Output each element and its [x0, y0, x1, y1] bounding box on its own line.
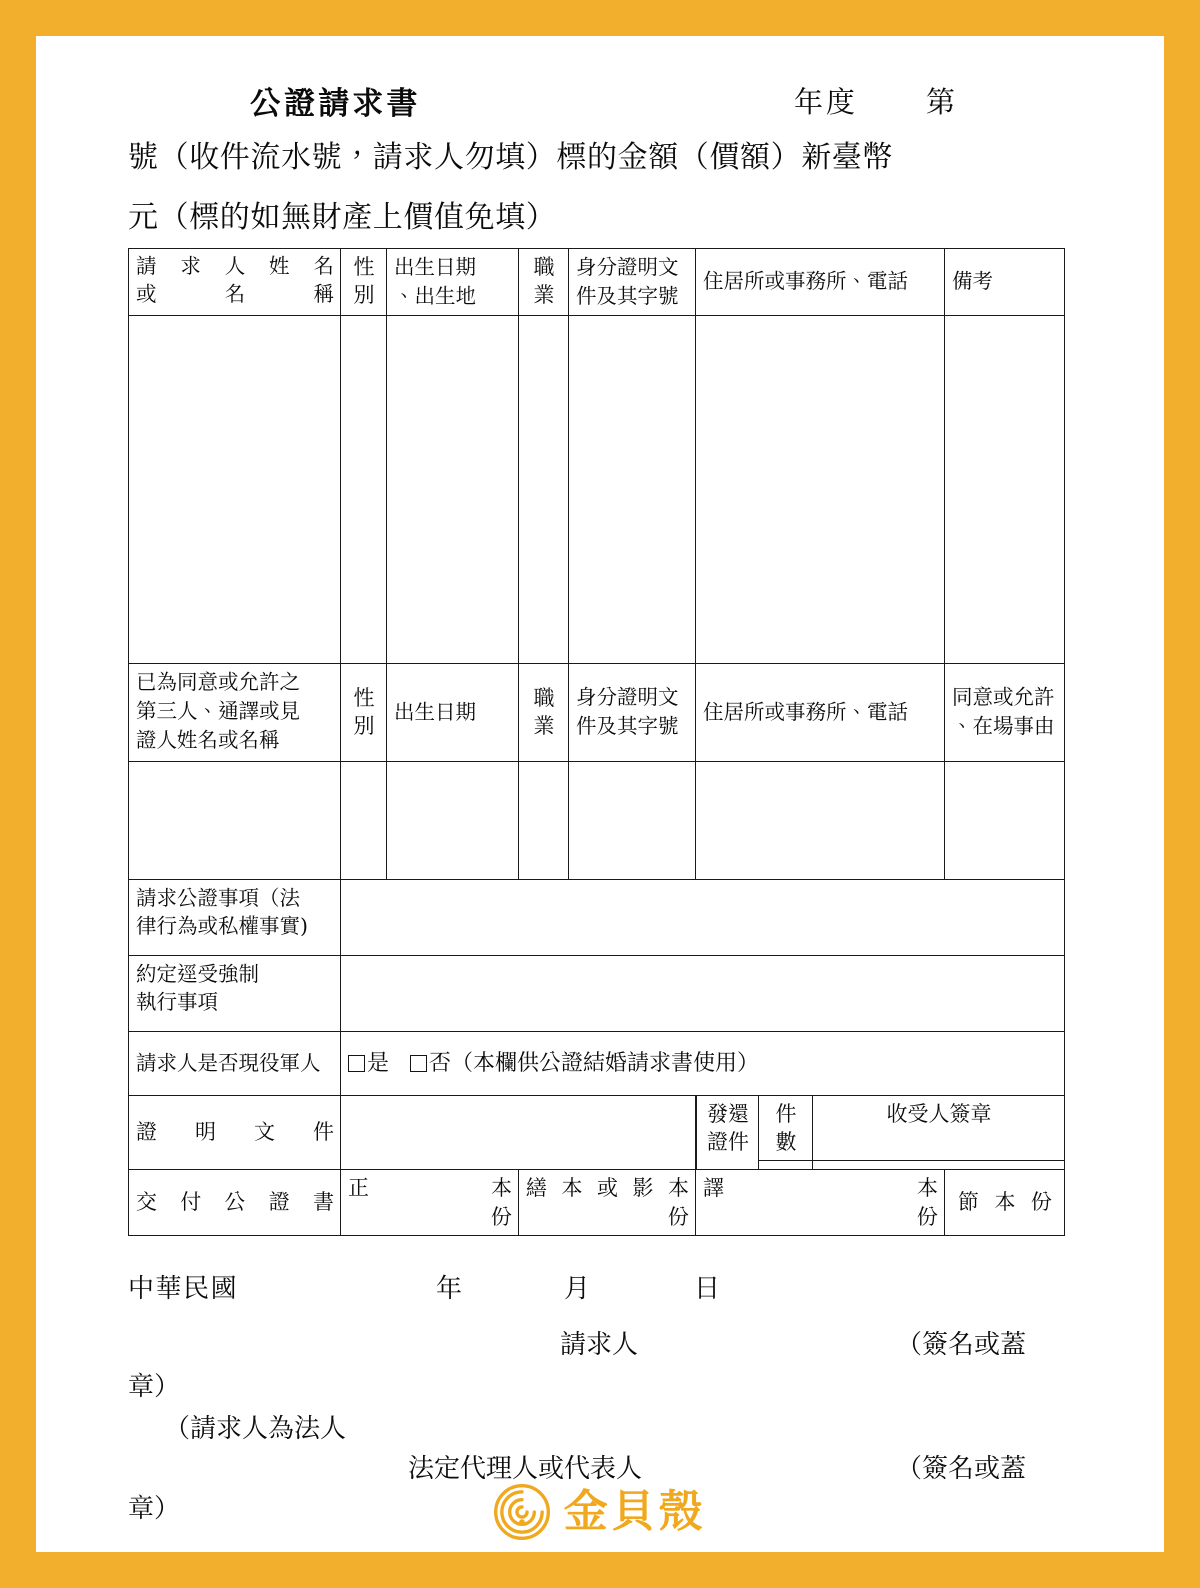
label-notarization-matter: 請求公證事項（法 律行為或私權事實): [129, 879, 341, 955]
field-third-party-occupation[interactable]: [519, 761, 569, 879]
field-receiver-signature[interactable]: [813, 1161, 1065, 1170]
brand-logo: [36, 1484, 1164, 1540]
label-return-documents: 發還 證件: [697, 1096, 759, 1169]
label-military-status: 請求人是否現役軍人: [129, 1031, 341, 1095]
date-month-label: 月: [564, 1274, 591, 1304]
label-military-yes: 是: [367, 1051, 390, 1077]
field-third-party-birth[interactable]: [387, 761, 519, 879]
field-requester-birth[interactable]: [387, 315, 519, 663]
th-third-party-gender: 性 別: [341, 663, 387, 761]
requester-header-row: [129, 249, 1065, 316]
th-third-party-address-phone: 住居所或事務所、電話: [696, 663, 945, 761]
requester-entry-row: [129, 315, 1065, 663]
field-transcript-copies[interactable]: 繕本或影本 份: [519, 1170, 696, 1236]
field-requester-occupation[interactable]: [519, 315, 569, 663]
th-third-party-name: 已為同意或允許之 第三人、通譯或見 證人姓名或名稱: [129, 663, 341, 761]
field-document-count[interactable]: [759, 1161, 813, 1170]
th-third-party-birth: 出生日期: [387, 663, 519, 761]
th-occupation: 職 業: [519, 249, 569, 316]
field-original-copies[interactable]: 正本 份: [341, 1170, 519, 1236]
enforcement-clause-row: [129, 955, 1065, 1031]
field-third-party-address[interactable]: [696, 761, 945, 879]
proof-documents-row: [129, 1095, 1065, 1169]
th-birth: 出生日期 、出生地: [387, 249, 519, 316]
corporate-requester-note: （請求人為法人: [164, 1414, 347, 1444]
page-frame-bottom: [0, 1552, 1200, 1588]
th-consent-reason: 同意或允許 、在場事由: [945, 663, 1065, 761]
date-prefix: 中華民國: [128, 1274, 239, 1304]
extract-label-unit: 節本份: [958, 1190, 1052, 1215]
amount-exemption-line: 元（標的如無財產上價值免填）: [128, 200, 557, 235]
form-title: 公證請求書: [250, 86, 421, 122]
label-military-no: 否: [429, 1051, 452, 1077]
representative-label: 法定代理人或代表人: [408, 1454, 643, 1484]
field-proof-documents[interactable]: [341, 1095, 696, 1169]
shell-spiral-icon: [494, 1484, 550, 1540]
signature-note-2b: 章）: [128, 1494, 181, 1524]
label-enforcement-clause: 約定逕受強制 執行事項: [129, 955, 341, 1031]
military-status-row: [129, 1031, 1065, 1095]
case-number-label: 第: [926, 85, 956, 119]
page-frame-left: [0, 0, 36, 1588]
label-receiver-signature: 收受人簽章: [813, 1096, 1065, 1161]
th-gender: 性 別: [341, 249, 387, 316]
brand-name: 金貝殼: [563, 1486, 707, 1537]
th-remarks: 備考: [945, 249, 1065, 316]
field-requester-id-doc[interactable]: [569, 315, 696, 663]
form-sheet: [36, 36, 1164, 1552]
checkbox-military-no[interactable]: [410, 1055, 427, 1072]
field-notarization-matter[interactable]: [341, 879, 1065, 955]
field-requester-name[interactable]: [129, 315, 341, 663]
th-requester-name: 請求人姓名 或名稱: [129, 249, 341, 316]
military-note: （本欄供公證結婚請求書使用）: [451, 1051, 760, 1077]
delivery-row: [129, 1170, 1065, 1236]
field-enforcement-clause[interactable]: [341, 955, 1065, 1031]
checkbox-military-yes[interactable]: [348, 1055, 365, 1072]
th-third-party-occupation: 職 業: [519, 663, 569, 761]
label-delivery: 交付公證書: [129, 1170, 341, 1236]
page-frame-top: [0, 0, 1200, 36]
signature-note-1b: 章）: [128, 1372, 181, 1402]
field-requester-remarks[interactable]: [945, 315, 1065, 663]
label-proof-documents: 證明文件: [129, 1095, 341, 1169]
th-third-party-id-document: 身分證明文 件及其字號: [569, 663, 696, 761]
requester-signature-label: 請求人: [560, 1330, 639, 1360]
date-year-label: 年: [436, 1274, 463, 1304]
field-extract-copies[interactable]: [945, 1170, 1065, 1236]
field-requester-gender[interactable]: [341, 315, 387, 663]
signature-note-2a: （簽名或蓋: [896, 1454, 1027, 1484]
military-status-options: [341, 1031, 1065, 1095]
third-party-entry-row: [129, 761, 1065, 879]
year-label: 年度: [794, 85, 858, 119]
field-third-party-name[interactable]: [129, 761, 341, 879]
signature-note-1a: （簽名或蓋: [896, 1330, 1027, 1360]
field-third-party-id-doc[interactable]: [569, 761, 696, 879]
th-address-phone: 住居所或事務所、電話: [696, 249, 945, 316]
field-requester-address[interactable]: [696, 315, 945, 663]
field-translation-copies[interactable]: 譯本 份: [696, 1170, 945, 1236]
return-documents-grid: [696, 1096, 1064, 1169]
return-documents-group: [696, 1095, 1065, 1169]
field-third-party-consent[interactable]: [945, 761, 1065, 879]
third-party-header-row: [129, 663, 1065, 761]
date-day-label: 日: [694, 1274, 721, 1304]
page-frame-right: [1164, 0, 1200, 1588]
th-id-document: 身分證明文 件及其字號: [569, 249, 696, 316]
notarization-request-table: [128, 248, 1065, 1236]
serial-and-amount-line: 號（收件流水號，請求人勿填）標的金額（價額）新臺幣: [128, 140, 893, 175]
label-document-count: 件數: [759, 1096, 813, 1161]
notarization-matter-row: [129, 879, 1065, 955]
field-third-party-gender[interactable]: [341, 761, 387, 879]
